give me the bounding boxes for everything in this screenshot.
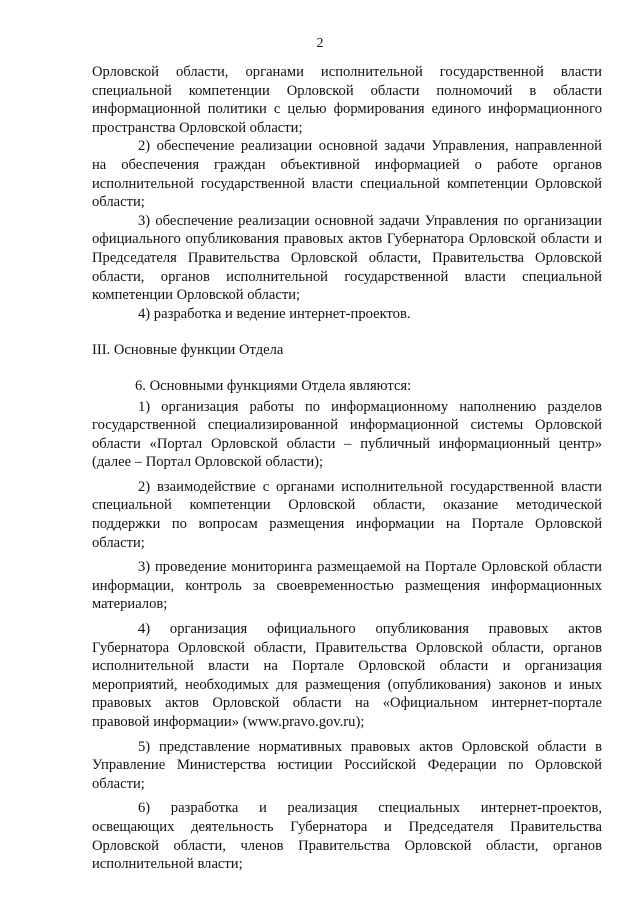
paragraph-item-3: 3) обеспечение реализации основной задачи Управления по организации официального опубликования правовых актов Губернатора Орловской области и Председателя Правительства Орловской области, Правительства Орловской области, органов исполнительной государственной власти специальной компетенции Орловской области; <box>92 212 602 304</box>
section-title: III. Основные функции Отдела <box>92 342 284 359</box>
function-item-4: 4) организация официального опубликования правовых актов Губернатора Орловской области, Правительства Орловской области, органов исполнительной власти на Портале Орловской области и организация мероприятий, необходимых для размещения (опубликования) законов и иных правовых актов Орловской области на «Официальном интернет-портале правовой информации» (www.pravo.gov.ru); <box>92 621 602 730</box>
function-item-5: 5) представление нормативных правовых актов Орловской области в Управление Министерства юстиции Российской Федерации по Орловской области; <box>92 738 602 792</box>
function-item-1: 1) организация работы по информационному наполнению разделов государственной специализированной информационной системы Орловской области «Портал Орловской области – публичный информационный центр» (далее – Портал Орловской области); <box>92 398 602 471</box>
function-item-3: 3) проведение мониторинга размещаемой на Портале Орловской области информации, контроль за своевременностью размещения информационных материалов; <box>92 559 602 613</box>
function-item-2: 2) взаимодействие с органами исполнительной государственной власти специальной компетенции Орловской области, оказание методической поддержки по вопросам размещения информации на Портале Орловской области; <box>92 478 602 551</box>
function-item-6: 6) разработка и реализация специальных интернет-проектов, освещающих деятельность Губернатора и Председателя Правительства Орловской области, членов Правительства Орловской области, органов исполнительной власти; <box>92 800 602 873</box>
functions-intro: 6. Основными функциями Отдела являются: <box>135 377 412 394</box>
paragraph-item-4: 4) разработка и ведение интернет-проектов. <box>138 305 411 322</box>
paragraph-item-2: 2) обеспечение реализации основной задачи Управления, направленной на обеспечения граждан объективной информацией о работе органов исполнительной государственной власти специальной компетенции Орловской области; <box>92 138 602 211</box>
page-number: 2 <box>316 36 324 51</box>
paragraph-continuation: Орловской области, органами исполнительной государственной власти специальной компетенции Орловской области полномочий в области информационной политики с целью формирования единого информационного пространства Орловской области; <box>92 64 602 136</box>
document-body <box>92 63 602 874</box>
